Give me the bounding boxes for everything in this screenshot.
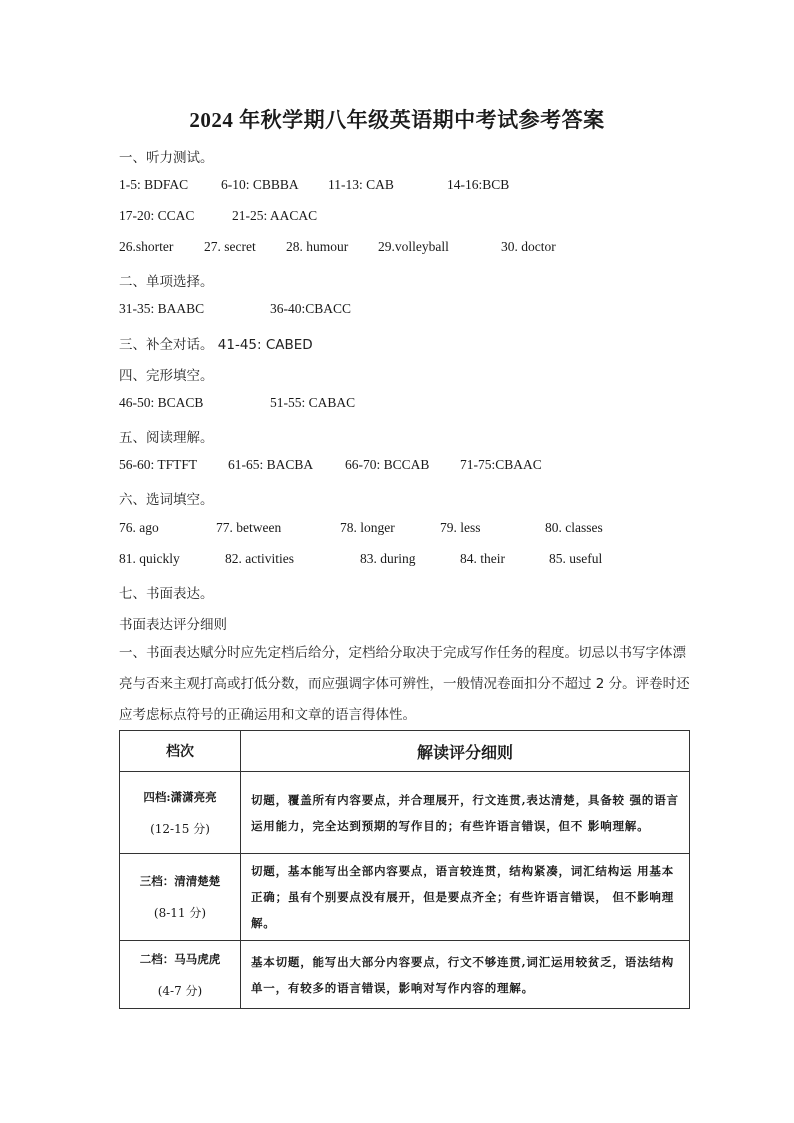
- answer-item: 51-55: CABAC: [270, 395, 356, 410]
- level-points: (12-15 分): [150, 821, 210, 836]
- answer-item: 66-70: BCCAB: [345, 457, 430, 472]
- criteria-cell: 切题，基本能写出全部内容要点，语言较连贯，结构紧凑，词汇结构运 用基本正确；虽有个别要点没有展开，但是要点齐全；有些许语言错误， 但不影响理解。: [241, 854, 690, 941]
- answer-item: 82. activities: [225, 551, 294, 566]
- section-dialogue: 三、补全对话。 41-45: CABED: [119, 337, 313, 353]
- level-name: 二档：马马虎虎: [139, 951, 221, 966]
- answer-item: 31-35: BAABC: [119, 301, 205, 316]
- answer-item: 17-20: CCAC: [119, 208, 195, 223]
- answer-item: 71-75:CBAAC: [460, 457, 542, 472]
- answer-item: 76. ago: [119, 520, 159, 535]
- answer-item: 80. classes: [545, 520, 603, 535]
- rubric-intro: 一、书面表达赋分时应先定档后给分，定档给分取决于完成写作任务的程度。切忌以书写字体漂亮与否来主观打高或打低分数，而应强调字体可辨性，一般情况卷面扣分不超过 2 分。评卷时还应考虑标点符号的正确运用和文章的语言得体性。: [119, 645, 690, 723]
- answer-item: 85. useful: [549, 551, 603, 566]
- table-header-row: [120, 731, 690, 772]
- answer-item: 6-10: CBBBA: [221, 177, 299, 192]
- answer-item: 61-65: BACBA: [228, 457, 314, 472]
- answer-item: 21-25: AACAC: [232, 208, 318, 223]
- answer-item: 46-50: BCACB: [119, 395, 204, 410]
- level-cell: [120, 772, 241, 854]
- section-reading: 五、阅读理解。: [119, 430, 214, 446]
- answer-item: 28. humour: [286, 239, 349, 254]
- answer-item: 81. quickly: [119, 551, 180, 566]
- answer-item: 77. between: [216, 520, 282, 535]
- level-name: 四档:潇潇亮亮: [143, 789, 217, 804]
- page-title: 2024 年秋学期八年级英语期中考试参考答案: [189, 108, 605, 132]
- answer-item: 78. longer: [340, 520, 395, 535]
- answer-item: 83. during: [360, 551, 416, 566]
- rubric-table: [119, 730, 690, 1009]
- header-level: 档次: [120, 731, 241, 772]
- section-cloze: 四、完形填空。: [119, 368, 214, 384]
- section-word-fill: 六、选词填空。: [119, 492, 214, 508]
- level-cell: [120, 941, 241, 1009]
- answer-item: 27. secret: [204, 239, 256, 254]
- table-row: [120, 772, 690, 854]
- answer-item: 1-5: BDFAC: [119, 177, 189, 192]
- level-cell: [120, 854, 241, 941]
- answer-item: 56-60: TFTFT: [119, 457, 198, 472]
- section-listening: 一、听力测试。: [119, 150, 214, 166]
- answer-item: 30. doctor: [501, 239, 556, 254]
- table-row: [120, 941, 690, 1009]
- header-criteria: 解读评分细则: [241, 731, 690, 772]
- rubric-title: 书面表达评分细则: [119, 617, 227, 633]
- table-row: [120, 854, 690, 941]
- criteria-cell: 基本切题，能写出大部分内容要点，行文不够连贯,词汇运用较贫乏，语法结构单一，有较多的语言错误，影响对写作内容的理解。: [241, 941, 690, 1009]
- section-single-choice: 二、单项选择。: [119, 274, 214, 290]
- section-writing: 七、书面表达。: [119, 586, 214, 602]
- criteria-cell: 切题，覆盖所有内容要点，并合理展开，行文连贯,表达清楚，具备较 强的语言运用能力，完全达到预期的写作目的；有些许语言错误，但不 影响理解。: [241, 772, 690, 854]
- level-points: (4-7 分): [157, 983, 203, 998]
- answer-item: 79. less: [440, 520, 481, 535]
- answer-item: 11-13: CAB: [328, 177, 394, 192]
- answer-item: 84. their: [460, 551, 505, 566]
- answer-item: 26.shorter: [119, 239, 174, 254]
- level-name: 三档：清清楚楚: [139, 874, 221, 888]
- answer-item: 36-40:CBACC: [270, 301, 352, 316]
- answer-item: 29.volleyball: [378, 239, 449, 254]
- level-points: (8-11 分): [153, 906, 207, 920]
- answer-item: 14-16:BCB: [447, 177, 510, 192]
